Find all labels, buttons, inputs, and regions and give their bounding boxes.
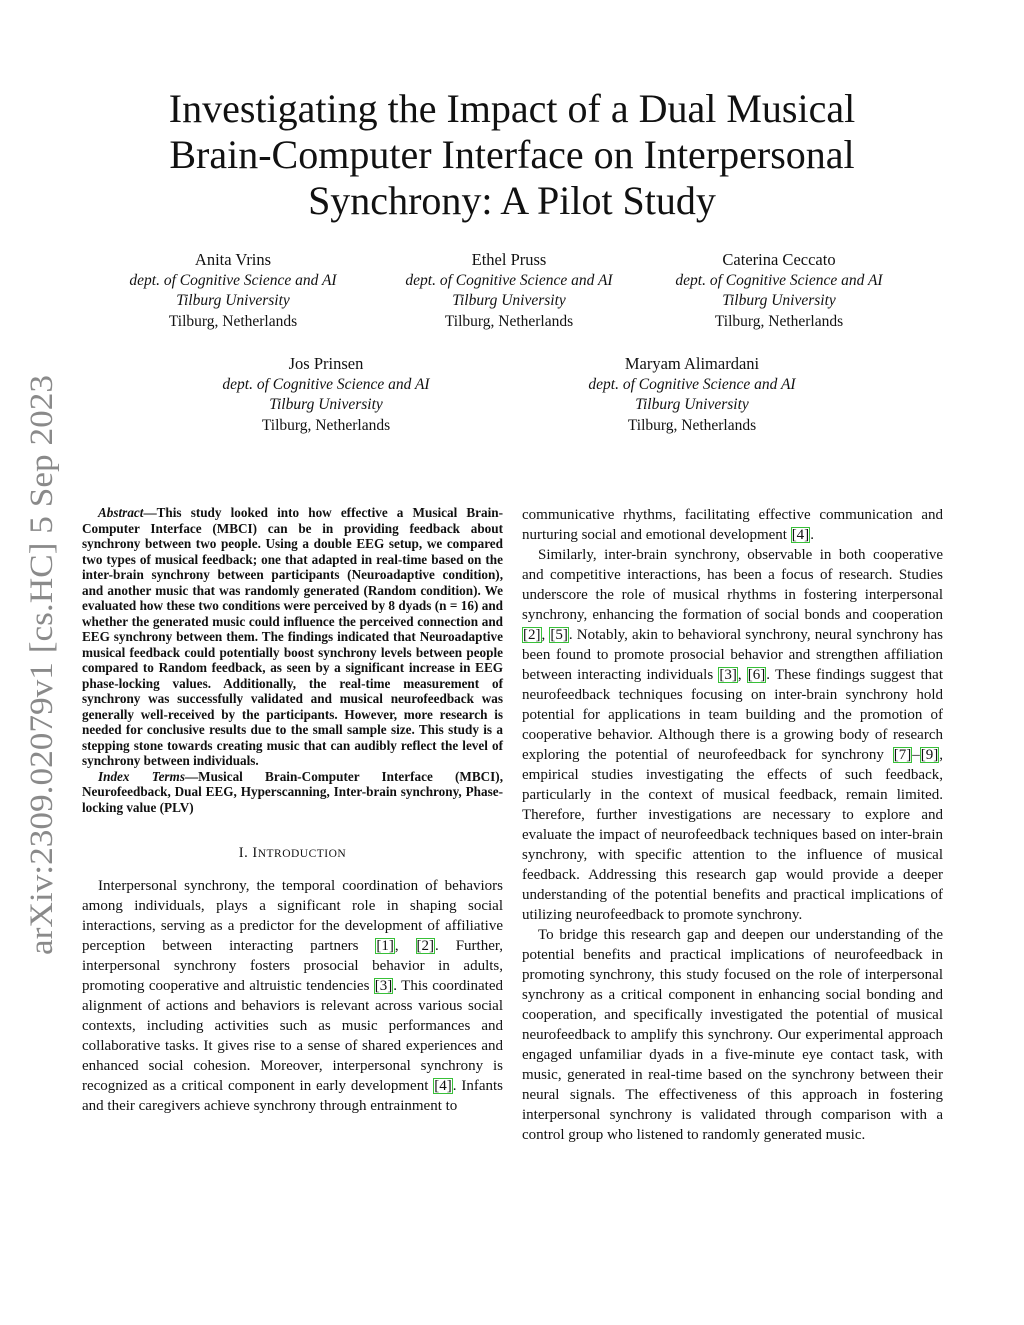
section-title-smallcaps: NTRODUCTION [257,848,347,860]
citation-link[interactable]: [5] [550,627,568,643]
title-line: Synchrony: A Pilot Study [308,178,716,223]
text-run: , empirical studies investigating the effects of such feedback, particularly in the context of musical feedback, remain limited. Therefore, further investigations are necessary to explore and evaluate the impact of neurofeedback techniques based on inter-brain synchrony, with specific attention to the influence of musical feedback. Addressing this research gap would provide a deeper understanding of the potential benefits and practical implications of utilizing neurofeedback to promote synchrony. [522,747,943,923]
intro-paragraph [82,876,503,1116]
section-title-initial: I [252,845,258,861]
text-run: . [810,527,814,543]
author-university: Tilburg University [176,292,290,309]
citation-link[interactable]: [9] [920,747,939,763]
author-location: Tilburg, Netherlands [444,312,574,330]
author-name: Maryam Alimardani [624,354,760,373]
author-name: Caterina Ceccato [722,250,836,269]
arxiv-identifier-stamp [6,360,70,960]
author-location: Tilburg, Netherlands [627,416,757,434]
title-line: Brain-Computer Interface on Interpersonal [169,132,855,177]
citation-link[interactable]: [2] [523,627,541,643]
arxiv-identifier: arXiv:2309.02079v1 [cs.HC] 5 Sep 2023 [24,412,60,955]
citation-link[interactable]: [2] [416,938,435,954]
right-column [522,505,943,1145]
author-department: dept. of Cognitive Science and AI [405,271,613,289]
section-number: I. [238,845,249,861]
index-terms-paragraph [82,769,503,816]
author-block [559,354,825,436]
text-run: – [912,747,920,763]
citation-link[interactable]: [4] [434,1078,452,1094]
continued-paragraph [522,505,943,545]
index-terms-text: —Musical Brain-Computer Interface (MBCI), Neurofeedback, Dual EEG, Hyperscanning, Inter-brain synchrony, Phase-locking value (PLV) [82,768,503,815]
text-run: , [394,938,416,954]
arxiv-stamp-svg [6,360,70,960]
index-terms-label: Index Terms [98,768,185,784]
text-run: , [541,627,550,643]
text-run: . Further, interpersonal synchrony fosters prosocial behavior in adults, promoting cooperative and altruistic tendencies [82,938,504,994]
author-name: Jos Prinsen [288,354,364,373]
author-block [376,250,642,332]
text-run: communicative rhythms, facilitating effective communication and nurturing social and emotional development [522,507,943,543]
text-run: Similarly, inter-brain synchrony, observable in both cooperative and competitive interactions, has been a focus of research. Studies underscore the role of musical rhythms in fostering interpersonal synchrony, enhancing the formation of social bonds and cooperation [522,547,943,623]
author-university: Tilburg University [635,396,749,413]
body-paragraph: To bridge this research gap and deepen our understanding of the potential benefits and practical implications of neurofeedback in promoting synchrony, this study focused on the role of interpersonal synchrony as a critical component in enhancing social bonding and cooperation, and specifically investigated the potential of musical neurofeedback to amplify this synchrony. Our experimental approach engaged unfamiliar dyads in a five-minute eye contact task, with music, generated in real-time based on the synchrony between their neural signals. The effectiveness of this approach in fostering interpersonal synchrony is validated through comparison with a control group who listened to randomly generated music. [522,927,943,1143]
author-department: dept. of Cognitive Science and AI [675,271,883,289]
author-block [100,250,366,332]
author-block [646,250,912,332]
text-run: . Infants and their caregivers achieve synchrony through entrainment to [82,1078,503,1114]
abstract-label: Abstract [98,505,144,520]
text-run: . These findings suggest that neurofeedback techniques focusing on inter-brain synchrony hold potential for applications in team building and the promotion of cooperative behavior. Although there is a growing body of research exploring the potential of neurofeedback for synchrony [522,667,943,763]
author-location: Tilburg, Netherlands [714,312,844,330]
abstract-block [82,505,503,815]
author-name: Anita Vrins [194,250,272,269]
author-university: Tilburg University [722,292,836,309]
author-block [193,354,459,436]
citation-link[interactable]: [3] [374,978,393,994]
author-name: Ethel Pruss [471,250,547,269]
author-university: Tilburg University [269,396,383,413]
author-location: Tilburg, Netherlands [168,312,298,330]
text-run: , [737,667,747,683]
author-department: dept. of Cognitive Science and AI [222,375,430,393]
author-university: Tilburg University [452,292,566,309]
citation-link[interactable]: [3] [719,667,737,683]
citation-link[interactable]: [6] [747,667,766,683]
author-department: dept. of Cognitive Science and AI [129,271,337,289]
abstract-paragraph [82,505,503,769]
text-run: Interpersonal synchrony, the temporal coordination of behaviors among individuals, plays a significant role in shaping social interactions, serving as a predictor for the development of affiliative perception between interacting partners [82,878,503,954]
author-department: dept. of Cognitive Science and AI [588,375,796,393]
text-run: . This coordinated alignment of actions and behaviors is relevant across various social contexts, including activities such as music performances and collaborative tasks. It gives rise to a sense of shared experiences and enhanced social cohesion. Moreover, interpersonal synchrony is recognized as a critical component in early development [82,978,504,1094]
paper-title [120,86,904,224]
text-run: . Notably, akin to behavioral synchrony, neural synchrony has been found to promote prosocial behavior and strengthen affiliation between interacting individuals [522,627,943,683]
author-location: Tilburg, Netherlands [261,416,391,434]
body-paragraph [522,545,943,925]
abstract-text: —This study looked into how effective a Musical Brain-Computer Interface (MBCI) can be in providing feedback about synchrony between two people. Using a double EEG setup, we compared two types of musical feedback; one that adapted in real-time based on the inter-brain synchrony between participants (Neuroadaptive condition), and another music that was randomly generated (Random condition). We evaluated how these two conditions were perceived by 8 dyads (n = 16) and whether the generated music could influence the perceived connection and EEG synchrony between them. The findings indicated that Neuroadaptive musical feedback could potentially boost synchrony levels between people compared to Random feedback, as seen by a significant increase in EEG phase-locking values. Additionally, the real-time measurement of synchrony was successfully validated and musical neurofeedback was generally well-received by the participants. However, more research is needed for conclusive results due to the small sample size. This study is a stepping stone towards creating music that can audibly reflect the level of synchrony between individuals. [82,505,503,768]
left-column [82,505,503,1116]
citation-link[interactable]: [4] [791,527,810,543]
citation-link[interactable]: [1] [376,938,394,954]
title-line: Investigating the Impact of a Dual Musical [168,86,856,131]
section-heading-introduction [82,845,503,862]
citation-link[interactable]: [7] [893,747,912,763]
